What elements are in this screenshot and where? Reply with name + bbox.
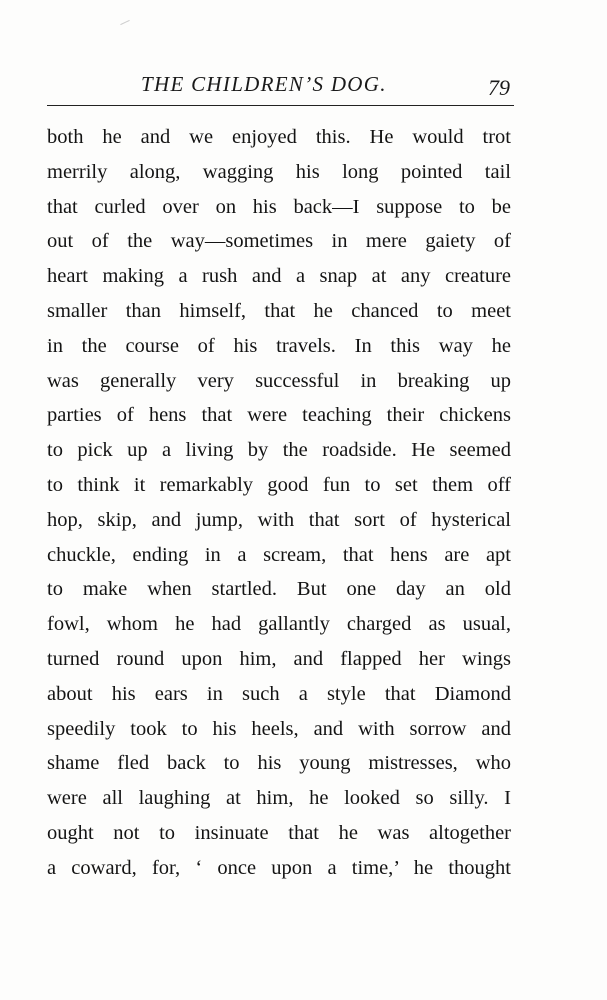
text-line: to pick up a living by the roadside. He seemed (47, 439, 511, 462)
text-line: in the course of his travels. In this way he (47, 334, 511, 357)
text-line: merrily along, wagging his long pointed tail (47, 160, 511, 183)
running-title: THE CHILDREN’S DOG. (141, 72, 387, 96)
text-line: smaller than himself, that he chanced to meet (47, 299, 511, 322)
text-line: chuckle, ending in a scream, that hens are apt (47, 543, 511, 566)
text-line: hop, skip, and jump, with that sort of hysterical (47, 508, 511, 531)
text-line: were all laughing at him, he looked so silly. I (47, 787, 511, 810)
text-line: to make when startled. But one day an old (47, 578, 511, 601)
page-number: 79 (488, 75, 510, 100)
text-line: both he and we enjoyed this. He would trot (47, 126, 511, 148)
header-rule (47, 105, 514, 106)
text-line: out of the way—sometimes in mere gaiety of (47, 230, 511, 253)
text-line: shame fled back to his young mistresses, who (47, 752, 511, 775)
text-line: a coward, for, ‘ once upon a time,’ he thought (47, 856, 511, 879)
text-line: speedily took to his heels, and with sorrow and (47, 717, 511, 740)
text-line: to think it remarkably good fun to set them off (47, 473, 511, 496)
paper-speck (120, 20, 129, 25)
text-line: turned round upon him, and flapped her wings (47, 647, 511, 670)
body-text (47, 120, 511, 886)
text-line: heart making a rush and a snap at any creature (47, 265, 511, 288)
text-line: that curled over on his back—I suppose to be (47, 195, 511, 218)
text-line: ought not to insinuate that he was altogether (47, 821, 511, 844)
text-line: about his ears in such a style that Diamond (47, 682, 511, 705)
text-line: was generally very successful in breaking up (47, 369, 511, 392)
text-line: parties of hens that were teaching their chickens (47, 404, 511, 427)
running-head (47, 72, 514, 102)
text-line: fowl, whom he had gallantly charged as usual, (47, 613, 511, 636)
